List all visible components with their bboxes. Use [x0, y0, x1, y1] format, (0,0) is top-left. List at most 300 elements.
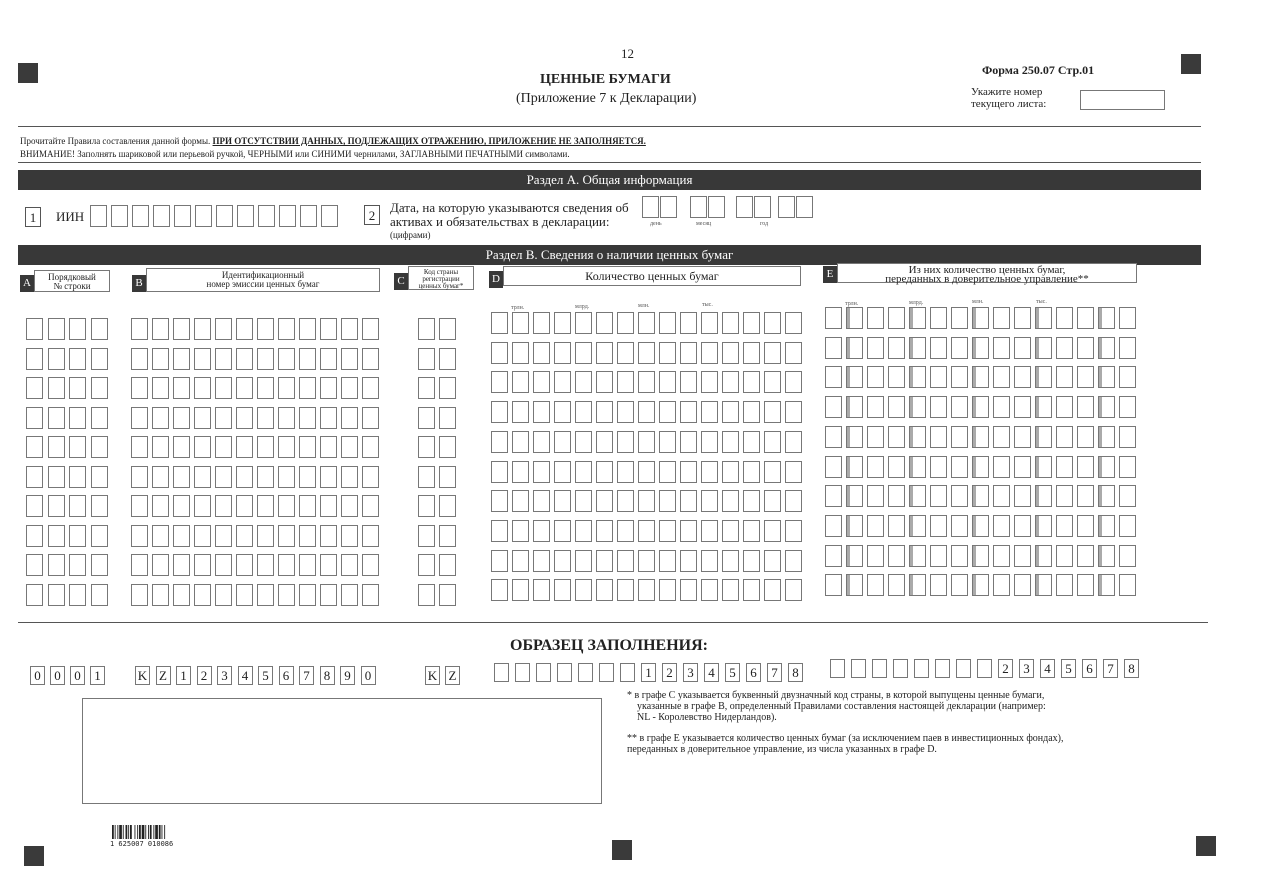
col-e-cell[interactable] — [867, 396, 884, 418]
col-e-cell[interactable] — [951, 574, 968, 596]
col-b-cell[interactable] — [299, 436, 316, 458]
col-b-cell[interactable] — [257, 348, 274, 370]
col-b-cell[interactable] — [341, 407, 358, 429]
col-e-cell[interactable] — [930, 456, 947, 478]
col-b-cell[interactable] — [320, 495, 337, 517]
col-e-cell[interactable] — [1056, 485, 1073, 507]
col-c-cell[interactable] — [418, 318, 435, 340]
col-e-cell[interactable] — [993, 574, 1010, 596]
col-e-cell[interactable] — [1014, 396, 1031, 418]
col-d-cell[interactable] — [491, 401, 508, 423]
col-c-cell[interactable] — [418, 554, 435, 576]
col-d-cell[interactable] — [512, 401, 529, 423]
col-d-cell[interactable] — [680, 461, 697, 483]
col-b-cell[interactable] — [341, 554, 358, 576]
col-d-cell[interactable] — [554, 461, 571, 483]
col-d-cell[interactable] — [491, 312, 508, 334]
col-d-cell[interactable] — [764, 490, 781, 512]
col-b-cell[interactable] — [362, 377, 379, 399]
col-e-cell[interactable] — [846, 574, 863, 596]
col-b-cell[interactable] — [236, 436, 253, 458]
col-d-cell[interactable] — [491, 490, 508, 512]
date-cell[interactable] — [754, 196, 771, 218]
col-e-cell[interactable] — [1098, 574, 1115, 596]
col-e-cell[interactable] — [825, 366, 842, 388]
col-b-cell[interactable] — [215, 525, 232, 547]
date-cell[interactable] — [736, 196, 753, 218]
col-e-cell[interactable] — [930, 366, 947, 388]
col-b-cell[interactable] — [215, 318, 232, 340]
col-e-cell[interactable] — [951, 396, 968, 418]
col-a-cell[interactable] — [26, 584, 43, 606]
iin-cell[interactable] — [111, 205, 128, 227]
col-b-cell[interactable] — [173, 407, 190, 429]
col-e-cell[interactable] — [846, 307, 863, 329]
col-e-cell[interactable] — [825, 574, 842, 596]
col-e-cell[interactable] — [1014, 456, 1031, 478]
col-b-cell[interactable] — [236, 318, 253, 340]
col-d-cell[interactable] — [722, 401, 739, 423]
col-b-cell[interactable] — [215, 584, 232, 606]
col-b-cell[interactable] — [215, 348, 232, 370]
col-e-cell[interactable] — [1035, 426, 1052, 448]
col-e-cell[interactable] — [909, 426, 926, 448]
col-d-cell[interactable] — [764, 520, 781, 542]
col-a-cell[interactable] — [26, 377, 43, 399]
col-d-cell[interactable] — [596, 520, 613, 542]
col-d-cell[interactable] — [722, 342, 739, 364]
col-b-cell[interactable] — [362, 318, 379, 340]
col-e-cell[interactable] — [888, 456, 905, 478]
col-a-cell[interactable] — [91, 466, 108, 488]
col-d-cell[interactable] — [596, 312, 613, 334]
col-d-cell[interactable] — [638, 550, 655, 572]
col-a-cell[interactable] — [69, 554, 86, 576]
col-e-cell[interactable] — [972, 307, 989, 329]
col-e-cell[interactable] — [867, 574, 884, 596]
col-b-cell[interactable] — [215, 554, 232, 576]
col-a-cell[interactable] — [48, 466, 65, 488]
col-e-cell[interactable] — [930, 515, 947, 537]
col-d-cell[interactable] — [575, 520, 592, 542]
col-b-cell[interactable] — [362, 525, 379, 547]
date-cell[interactable] — [660, 196, 677, 218]
col-e-cell[interactable] — [1035, 456, 1052, 478]
col-e-cell[interactable] — [825, 396, 842, 418]
col-d-cell[interactable] — [575, 342, 592, 364]
col-e-cell[interactable] — [1098, 515, 1115, 537]
col-a-cell[interactable] — [91, 525, 108, 547]
col-d-cell[interactable] — [512, 490, 529, 512]
col-e-cell[interactable] — [1077, 396, 1094, 418]
col-d-cell[interactable] — [533, 550, 550, 572]
col-e-cell[interactable] — [993, 307, 1010, 329]
col-b-cell[interactable] — [152, 348, 169, 370]
col-e-cell[interactable] — [930, 574, 947, 596]
col-b-cell[interactable] — [341, 584, 358, 606]
col-e-cell[interactable] — [846, 396, 863, 418]
col-b-cell[interactable] — [341, 466, 358, 488]
col-d-cell[interactable] — [764, 342, 781, 364]
col-e-cell[interactable] — [972, 456, 989, 478]
col-e-cell[interactable] — [1056, 337, 1073, 359]
col-d-cell[interactable] — [743, 550, 760, 572]
col-b-cell[interactable] — [173, 525, 190, 547]
col-b-cell[interactable] — [257, 584, 274, 606]
col-d-cell[interactable] — [701, 490, 718, 512]
col-b-cell[interactable] — [278, 436, 295, 458]
col-d-cell[interactable] — [617, 371, 634, 393]
col-e-cell[interactable] — [972, 515, 989, 537]
col-e-cell[interactable] — [909, 545, 926, 567]
iin-cell[interactable] — [153, 205, 170, 227]
col-d-cell[interactable] — [491, 550, 508, 572]
col-b-cell[interactable] — [173, 377, 190, 399]
col-e-cell[interactable] — [1098, 485, 1115, 507]
col-d-cell[interactable] — [701, 461, 718, 483]
col-b-cell[interactable] — [173, 436, 190, 458]
col-d-cell[interactable] — [659, 371, 676, 393]
col-d-cell[interactable] — [638, 520, 655, 542]
iin-cell[interactable] — [300, 205, 317, 227]
col-c-cell[interactable] — [418, 348, 435, 370]
col-d-cell[interactable] — [722, 579, 739, 601]
col-e-cell[interactable] — [993, 545, 1010, 567]
col-e-cell[interactable] — [1014, 366, 1031, 388]
col-d-cell[interactable] — [680, 579, 697, 601]
col-a-cell[interactable] — [26, 495, 43, 517]
col-e-cell[interactable] — [888, 307, 905, 329]
col-b-cell[interactable] — [131, 407, 148, 429]
col-e-cell[interactable] — [1119, 545, 1136, 567]
col-e-cell[interactable] — [825, 485, 842, 507]
col-b-cell[interactable] — [152, 584, 169, 606]
col-c-cell[interactable] — [439, 436, 456, 458]
col-b-cell[interactable] — [173, 584, 190, 606]
col-e-cell[interactable] — [909, 337, 926, 359]
col-a-cell[interactable] — [26, 318, 43, 340]
col-b-cell[interactable] — [362, 584, 379, 606]
col-c-cell[interactable] — [418, 495, 435, 517]
col-e-cell[interactable] — [930, 396, 947, 418]
col-d-cell[interactable] — [491, 520, 508, 542]
col-b-cell[interactable] — [278, 348, 295, 370]
col-b-cell[interactable] — [320, 348, 337, 370]
col-b-cell[interactable] — [341, 525, 358, 547]
col-b-cell[interactable] — [152, 407, 169, 429]
col-e-cell[interactable] — [846, 426, 863, 448]
col-e-cell[interactable] — [846, 366, 863, 388]
col-d-cell[interactable] — [764, 431, 781, 453]
col-e-cell[interactable] — [951, 515, 968, 537]
col-b-cell[interactable] — [299, 584, 316, 606]
col-b-cell[interactable] — [320, 318, 337, 340]
col-a-cell[interactable] — [69, 525, 86, 547]
col-d-cell[interactable] — [533, 371, 550, 393]
col-a-cell[interactable] — [69, 318, 86, 340]
col-d-cell[interactable] — [659, 401, 676, 423]
date-cell[interactable] — [796, 196, 813, 218]
col-d-cell[interactable] — [743, 312, 760, 334]
col-e-cell[interactable] — [993, 426, 1010, 448]
col-b-cell[interactable] — [173, 554, 190, 576]
col-d-cell[interactable] — [512, 342, 529, 364]
col-e-cell[interactable] — [1014, 515, 1031, 537]
col-e-cell[interactable] — [909, 396, 926, 418]
col-b-cell[interactable] — [194, 554, 211, 576]
col-a-cell[interactable] — [26, 436, 43, 458]
col-d-cell[interactable] — [701, 371, 718, 393]
col-e-cell[interactable] — [846, 515, 863, 537]
col-b-cell[interactable] — [131, 495, 148, 517]
col-d-cell[interactable] — [554, 342, 571, 364]
col-e-cell[interactable] — [1056, 515, 1073, 537]
col-e-cell[interactable] — [1056, 574, 1073, 596]
col-b-cell[interactable] — [236, 584, 253, 606]
col-d-cell[interactable] — [575, 579, 592, 601]
col-e-cell[interactable] — [951, 456, 968, 478]
col-d-cell[interactable] — [533, 490, 550, 512]
col-d-cell[interactable] — [764, 312, 781, 334]
col-c-cell[interactable] — [418, 407, 435, 429]
col-e-cell[interactable] — [972, 337, 989, 359]
col-e-cell[interactable] — [993, 366, 1010, 388]
col-b-cell[interactable] — [257, 377, 274, 399]
col-a-cell[interactable] — [91, 377, 108, 399]
col-d-cell[interactable] — [764, 550, 781, 572]
col-e-cell[interactable] — [1098, 426, 1115, 448]
col-d-cell[interactable] — [617, 342, 634, 364]
col-b-cell[interactable] — [173, 348, 190, 370]
col-d-cell[interactable] — [512, 520, 529, 542]
col-d-cell[interactable] — [680, 312, 697, 334]
col-b-cell[interactable] — [257, 436, 274, 458]
col-e-cell[interactable] — [825, 337, 842, 359]
col-b-cell[interactable] — [320, 407, 337, 429]
iin-cell[interactable] — [237, 205, 254, 227]
col-e-cell[interactable] — [1077, 485, 1094, 507]
col-a-cell[interactable] — [26, 348, 43, 370]
col-c-cell[interactable] — [418, 436, 435, 458]
col-e-cell[interactable] — [867, 366, 884, 388]
col-a-cell[interactable] — [91, 348, 108, 370]
col-b-cell[interactable] — [362, 495, 379, 517]
col-b-cell[interactable] — [278, 407, 295, 429]
col-a-cell[interactable] — [69, 584, 86, 606]
col-e-cell[interactable] — [972, 545, 989, 567]
col-a-cell[interactable] — [69, 495, 86, 517]
iin-cell[interactable] — [132, 205, 149, 227]
col-a-cell[interactable] — [48, 407, 65, 429]
col-d-cell[interactable] — [617, 461, 634, 483]
col-e-cell[interactable] — [972, 366, 989, 388]
col-d-cell[interactable] — [575, 371, 592, 393]
col-b-cell[interactable] — [320, 377, 337, 399]
col-e-cell[interactable] — [909, 456, 926, 478]
col-d-cell[interactable] — [701, 401, 718, 423]
col-e-cell[interactable] — [930, 426, 947, 448]
col-d-cell[interactable] — [743, 520, 760, 542]
col-e-cell[interactable] — [930, 307, 947, 329]
col-e-cell[interactable] — [951, 366, 968, 388]
col-a-cell[interactable] — [91, 436, 108, 458]
col-d-cell[interactable] — [638, 490, 655, 512]
col-d-cell[interactable] — [743, 490, 760, 512]
col-a-cell[interactable] — [48, 377, 65, 399]
col-b-cell[interactable] — [194, 525, 211, 547]
col-d-cell[interactable] — [596, 401, 613, 423]
col-e-cell[interactable] — [888, 515, 905, 537]
col-b-cell[interactable] — [341, 436, 358, 458]
col-b-cell[interactable] — [236, 407, 253, 429]
col-e-cell[interactable] — [1035, 545, 1052, 567]
col-d-cell[interactable] — [785, 550, 802, 572]
col-a-cell[interactable] — [91, 495, 108, 517]
col-a-cell[interactable] — [48, 436, 65, 458]
col-b-cell[interactable] — [194, 436, 211, 458]
col-a-cell[interactable] — [91, 584, 108, 606]
col-e-cell[interactable] — [930, 485, 947, 507]
col-c-cell[interactable] — [439, 348, 456, 370]
col-b-cell[interactable] — [341, 348, 358, 370]
col-d-cell[interactable] — [575, 431, 592, 453]
col-e-cell[interactable] — [888, 574, 905, 596]
col-d-cell[interactable] — [533, 579, 550, 601]
col-b-cell[interactable] — [236, 554, 253, 576]
col-d-cell[interactable] — [596, 371, 613, 393]
col-b-cell[interactable] — [236, 348, 253, 370]
col-b-cell[interactable] — [215, 436, 232, 458]
col-b-cell[interactable] — [362, 466, 379, 488]
col-c-cell[interactable] — [439, 584, 456, 606]
col-b-cell[interactable] — [257, 495, 274, 517]
iin-cell[interactable] — [258, 205, 275, 227]
col-d-cell[interactable] — [743, 579, 760, 601]
col-b-cell[interactable] — [320, 525, 337, 547]
col-d-cell[interactable] — [491, 342, 508, 364]
col-e-cell[interactable] — [1077, 307, 1094, 329]
col-e-cell[interactable] — [1077, 456, 1094, 478]
col-a-cell[interactable] — [69, 436, 86, 458]
col-b-cell[interactable] — [299, 466, 316, 488]
col-b-cell[interactable] — [362, 436, 379, 458]
col-b-cell[interactable] — [131, 525, 148, 547]
col-e-cell[interactable] — [888, 485, 905, 507]
col-d-cell[interactable] — [722, 431, 739, 453]
col-e-cell[interactable] — [1056, 545, 1073, 567]
col-a-cell[interactable] — [91, 318, 108, 340]
col-e-cell[interactable] — [1014, 574, 1031, 596]
col-e-cell[interactable] — [1035, 307, 1052, 329]
col-e-cell[interactable] — [909, 574, 926, 596]
col-c-cell[interactable] — [439, 525, 456, 547]
col-e-cell[interactable] — [1035, 337, 1052, 359]
col-b-cell[interactable] — [278, 495, 295, 517]
col-d-cell[interactable] — [638, 431, 655, 453]
col-d-cell[interactable] — [554, 490, 571, 512]
col-b-cell[interactable] — [152, 377, 169, 399]
col-a-cell[interactable] — [69, 407, 86, 429]
col-d-cell[interactable] — [533, 312, 550, 334]
col-b-cell[interactable] — [299, 377, 316, 399]
col-d-cell[interactable] — [491, 461, 508, 483]
col-d-cell[interactable] — [533, 520, 550, 542]
col-c-cell[interactable] — [418, 466, 435, 488]
col-b-cell[interactable] — [341, 318, 358, 340]
col-b-cell[interactable] — [152, 525, 169, 547]
col-b-cell[interactable] — [362, 407, 379, 429]
col-e-cell[interactable] — [1119, 515, 1136, 537]
col-e-cell[interactable] — [1098, 456, 1115, 478]
col-b-cell[interactable] — [131, 584, 148, 606]
col-d-cell[interactable] — [785, 401, 802, 423]
col-d-cell[interactable] — [743, 461, 760, 483]
col-e-cell[interactable] — [825, 307, 842, 329]
col-b-cell[interactable] — [215, 377, 232, 399]
col-e-cell[interactable] — [951, 545, 968, 567]
col-e-cell[interactable] — [993, 396, 1010, 418]
col-b-cell[interactable] — [257, 525, 274, 547]
col-b-cell[interactable] — [257, 466, 274, 488]
col-e-cell[interactable] — [1035, 366, 1052, 388]
col-e-cell[interactable] — [888, 366, 905, 388]
col-d-cell[interactable] — [764, 371, 781, 393]
col-e-cell[interactable] — [846, 337, 863, 359]
col-d-cell[interactable] — [680, 371, 697, 393]
col-a-cell[interactable] — [48, 554, 65, 576]
col-e-cell[interactable] — [909, 515, 926, 537]
col-c-cell[interactable] — [418, 584, 435, 606]
col-e-cell[interactable] — [1098, 337, 1115, 359]
col-d-cell[interactable] — [785, 342, 802, 364]
col-d-cell[interactable] — [596, 579, 613, 601]
col-e-cell[interactable] — [825, 545, 842, 567]
col-d-cell[interactable] — [764, 401, 781, 423]
col-d-cell[interactable] — [533, 431, 550, 453]
col-b-cell[interactable] — [278, 584, 295, 606]
col-d-cell[interactable] — [701, 312, 718, 334]
col-a-cell[interactable] — [26, 407, 43, 429]
col-d-cell[interactable] — [638, 579, 655, 601]
col-e-cell[interactable] — [951, 426, 968, 448]
col-b-cell[interactable] — [152, 318, 169, 340]
col-e-cell[interactable] — [1098, 307, 1115, 329]
col-d-cell[interactable] — [512, 371, 529, 393]
col-e-cell[interactable] — [951, 307, 968, 329]
col-b-cell[interactable] — [320, 436, 337, 458]
col-e-cell[interactable] — [888, 545, 905, 567]
col-e-cell[interactable] — [1098, 366, 1115, 388]
col-d-cell[interactable] — [659, 579, 676, 601]
col-e-cell[interactable] — [1077, 337, 1094, 359]
col-d-cell[interactable] — [596, 490, 613, 512]
col-b-cell[interactable] — [131, 466, 148, 488]
col-b-cell[interactable] — [299, 554, 316, 576]
col-b-cell[interactable] — [194, 377, 211, 399]
col-d-cell[interactable] — [659, 490, 676, 512]
col-a-cell[interactable] — [69, 377, 86, 399]
col-a-cell[interactable] — [48, 348, 65, 370]
sheet-number-input[interactable] — [1080, 90, 1165, 110]
col-a-cell[interactable] — [26, 466, 43, 488]
col-c-cell[interactable] — [439, 377, 456, 399]
col-e-cell[interactable] — [1035, 485, 1052, 507]
col-a-cell[interactable] — [69, 466, 86, 488]
col-d-cell[interactable] — [512, 550, 529, 572]
col-d-cell[interactable] — [659, 550, 676, 572]
col-e-cell[interactable] — [972, 396, 989, 418]
date-cell[interactable] — [778, 196, 795, 218]
